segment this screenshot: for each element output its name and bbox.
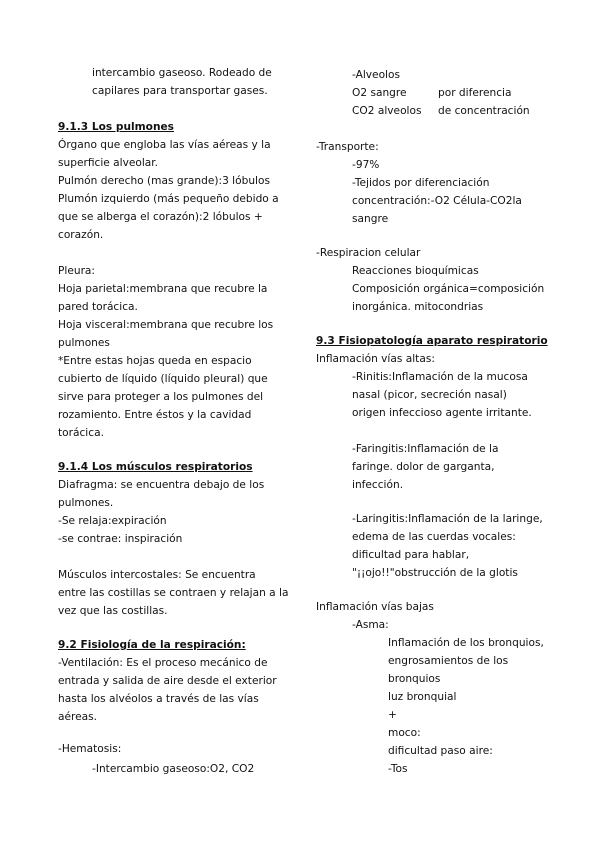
text-line: faringe. dolor de garganta, (352, 461, 495, 473)
text-line: -Alveolos (352, 69, 400, 81)
text-line: engrosamientos de los (388, 655, 509, 667)
text-line: sangre (352, 213, 389, 225)
text-line: + (388, 709, 397, 721)
text-line: entre las costillas se contraen y relajan a la (58, 587, 289, 599)
text-line: Hoja visceral:membrana que recubre los (58, 319, 274, 331)
text-line: vez que las costillas. (58, 605, 168, 617)
text-line: O2 sangre (352, 87, 407, 99)
text-line: -Hematosis: (58, 743, 122, 755)
text-line: bronquios (388, 673, 441, 685)
text-line: Reacciones bioquímicas (352, 265, 479, 277)
text-line: "¡¡ojo!!"obstrucción de la glotis (352, 567, 518, 579)
text-line: Composición orgánica=composición (352, 283, 545, 295)
text-line: -Laringitis:Inflamación de la laringe, (352, 513, 543, 525)
text-line: capilares para transportar gases. (92, 85, 268, 97)
text-line: infección. (352, 479, 404, 491)
text-line: por diferencia (438, 87, 512, 99)
text-line: rozamiento. Entre éstos y la cavidad (58, 409, 252, 421)
text-line: -Faringitis:Inflamación de la (352, 443, 499, 455)
section-heading-fisiopatologia: 9.3 Fisiopatología aparato respiratorio (316, 335, 548, 347)
text-line: Pulmón derecho (mas grande):3 lóbulos (58, 175, 270, 187)
text-line: dificultad para hablar, (352, 549, 470, 561)
text-line: -Tejidos por diferenciación (352, 177, 490, 189)
text-line: nasal (picor, secreción nasal) (352, 389, 507, 401)
text-line: inorgánica. mitocondrias (352, 301, 484, 313)
text-line: sirve para proteger a los pulmones del (58, 391, 264, 403)
text-line: Diafragma: se encuentra debajo de los (58, 479, 265, 491)
text-line: pulmones. (58, 497, 114, 509)
text-line: -Rinitis:Inflamación de la mucosa (352, 371, 528, 383)
text-line: Músculos intercostales: Se encuentra (58, 569, 256, 581)
text-line: CO2 alveolos (352, 105, 422, 117)
text-line: origen infeccioso agente irritante. (352, 407, 532, 419)
text-line: -Tos (388, 763, 408, 775)
text-line: dificultad paso aire: (388, 745, 493, 757)
text-line: Órgano que engloba las vías aéreas y la (58, 139, 271, 151)
text-line: -Transporte: (316, 141, 379, 153)
text-line: -Ventilación: Es el proceso mecánico de (58, 657, 268, 669)
text-line: -Respiracion celular (316, 247, 421, 259)
text-line: cubierto de líquido (líquido pleural) que (58, 373, 268, 385)
text-line: pulmones (58, 337, 110, 349)
section-heading-pulmones: 9.1.3 Los pulmones (58, 121, 174, 133)
section-heading-fisiologia: 9.2 Fisiología de la respiración: (58, 639, 246, 651)
text-line: -97% (352, 159, 380, 171)
text-line: hasta los alvéolos a través de las vías (58, 693, 259, 705)
text-line: Hoja parietal:membrana que recubre la (58, 283, 268, 295)
text-line: -Se relaja:expiración (58, 515, 167, 527)
text-line: luz bronquial (388, 691, 457, 703)
text-line: concentración:-O2 Célula-CO2la (352, 195, 522, 207)
text-line: Plumón izquierdo (más pequeño debido a (58, 193, 279, 205)
text-line: torácica. (58, 427, 104, 439)
text-line: de concentración (438, 105, 530, 117)
section-heading-musculos: 9.1.4 Los músculos respiratorios (58, 461, 253, 473)
text-line: corazón. (58, 229, 104, 241)
text-line: aéreas. (58, 711, 98, 723)
text-line: edema de las cuerdas vocales: (352, 531, 516, 543)
text-line: superficie alveolar. (58, 157, 159, 169)
text-line: pared torácica. (58, 301, 138, 313)
text-line: Inflamación vías altas: (316, 353, 435, 365)
text-line: entrada y salida de aire desde el exterior (58, 675, 277, 687)
text-line: intercambio gaseoso. Rodeado de (92, 67, 272, 79)
text-line: Inflamación de los bronquios, (388, 637, 544, 649)
text-line: Pleura: (58, 265, 95, 277)
text-line: -se contrae: inspiración (58, 533, 183, 545)
text-line: que se alberga el corazón):2 lóbulos + (58, 211, 263, 223)
text-line: -Asma: (352, 619, 389, 631)
text-line: Inflamación vías bajas (316, 601, 434, 613)
text-line: *Entre estas hojas queda en espacio (58, 355, 252, 367)
text-line: -Intercambio gaseoso:O2, CO2 (92, 763, 255, 775)
text-line: moco: (388, 727, 421, 739)
